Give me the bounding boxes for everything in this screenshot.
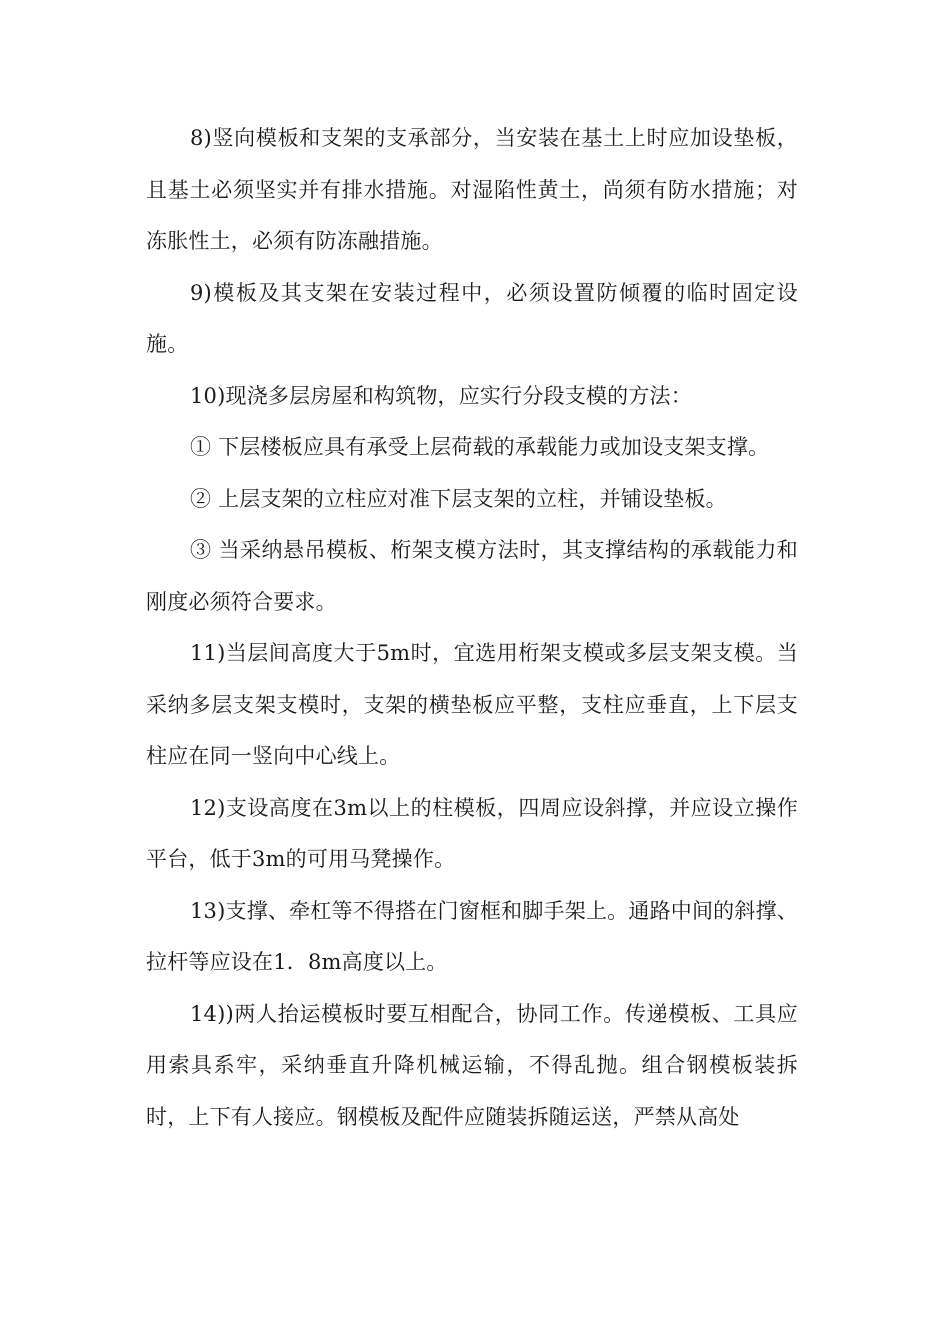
document-body [146,113,798,1143]
paragraph-subitem-1: ① 下层楼板应具有承受上层荷载的承载能力或加设支架支撑。 [190,435,770,459]
paragraph-item-8: 8)竖向模板和支架的支承部分，当安装在基土上时应加设垫板，且基土必须坚实并有排水措施。对湿陷性黄土，尚须有防水措施；对冻胀性土，必须有防冻融措施。 [146,126,798,253]
paragraph-subitem-3: ③ 当采纳悬吊模板、桁架支模方法时，其支撑结构的承载能力和刚度必须符合要求。 [146,538,798,614]
paragraph-item-9: 9)模板及其支架在安装过程中，必须设置防倾覆的临时固定设施。 [146,280,798,356]
paragraph-item-14: 14))两人抬运模板时要互相配合，协同工作。传递模板、工具应用索具系牢，采纳垂直升降机械运输，不得乱抛。组合钢模板装拆时，上下有人接应。钢模板及配件应随装拆随运送，严禁从高处 [146,1001,798,1129]
paragraph-item-12: 12)支设高度在3m以上的柱模板，四周应设斜撑，并应设立操作平台，低于3m的可用马凳操作。 [146,795,798,871]
paragraph-item-11: 11)当层间高度大于5m时，宜选用桁架支模或多层支架支模。当采纳多层支架支模时，支架的横垫板应平整，支柱应垂直，上下层支柱应在同一竖向中心线上。 [146,641,798,768]
paragraph-subitem-2: ② 上层支架的立柱应对准下层支架的立柱，并铺设垫板。 [190,486,727,511]
paragraph-item-10: 10)现浇多层房屋和构筑物，应实行分段支模的方法： [190,383,692,408]
paragraph-item-13: 13)支撑、牵杠等不得搭在门窗框和脚手架上。通路中间的斜撑、拉杆等应设在1．8m高度以上。 [146,898,798,974]
